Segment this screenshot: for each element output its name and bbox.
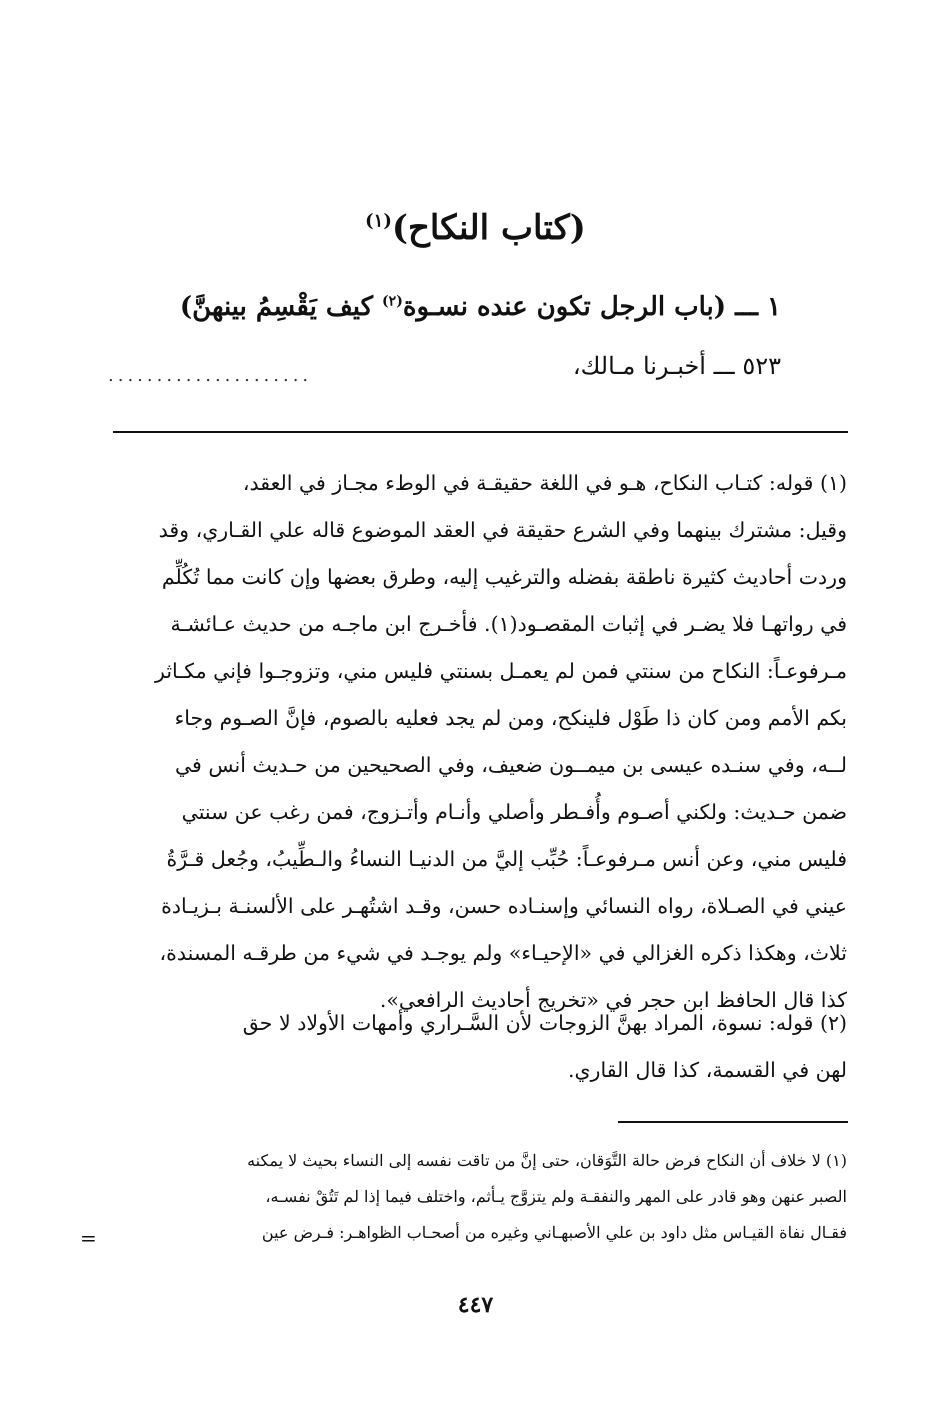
book-title	[0, 208, 951, 248]
commentary-line: بكم الأمم ومن كان ذا طَوْل فلينكح، ومن لم يجد فعليه بالصوم، فإنَّ الصـوم وجاء	[174, 706, 847, 730]
commentary-note-2	[102, 1000, 847, 1094]
footnote-marker: (١)	[365, 210, 392, 232]
footnote	[102, 1143, 847, 1251]
chapter-heading-text: ١ ـــ (باب الرجل تكون عنده نسـوة	[402, 292, 781, 322]
commentary-line: لهن في القسمة، كذا قال القاري.	[567, 1058, 847, 1082]
commentary-line: (١) قوله: كتـاب النكاح، هـو في اللغة حقيقـة في الوطء مجـاز في العقد،	[242, 471, 847, 495]
commentary-line: وقيل: مشترك بينهما وفي الشرع حقيقة في العقد الموضوع قاله علي القـاري، وقد	[158, 518, 847, 542]
footnote-line: فقـال نفاة القيـاس مثل داود بن علي الأصبهـاني وغيره من أصحـاب الظواهـر: فـرض عين	[261, 1223, 847, 1242]
hadith-number: ٥٢٣ ـــ	[713, 352, 781, 380]
commentary-line: في رواتهـا فلا يضـر في إثبات المقصـود(١). فأخـرج ابن ماجـه من حديث عـائشـة	[170, 612, 847, 636]
hadith-text: أخبـرنا مـالك،	[572, 352, 714, 380]
footnote-marker: (٢)	[382, 293, 403, 310]
commentary-line: ضمن حـديث: ولكني أصـوم وأُفـطر وأصلي وأنـام وأتـزوج، فمن رغب عن سنتي	[181, 800, 847, 824]
hadith-line	[573, 352, 781, 380]
continuation-mark: =	[80, 1226, 97, 1250]
footnote-line: (١) لا خلاف أن النكاح فرض حالة التَّوَقان، حتى إنَّ من تاقت نفسه إلى النساء بحيث لا يمكنه	[247, 1151, 847, 1170]
commentary-line: فليس مني، وعن أنس مـرفوعـاً: حُبِّب إليَّ من الدنيـا النساءُ والـطِّيبُ، وجُعل قـرَّةُ	[166, 847, 847, 871]
commentary-line: لــه، وفي سنـده عيسى بن ميمــون ضعيف، وفي الصحيحين من حـديث أنس في	[174, 753, 847, 777]
commentary-line: كذا قال الحافظ ابن حجر في «تخريج أحاديث الرافعي».	[379, 988, 847, 1012]
commentary-note-1	[102, 460, 847, 1024]
commentary-line: عيني في الصـلاة، رواه النسائي وإسنـاده حسن، وقـد اشتُهـر على الألسنـة بـزيـادة	[161, 894, 847, 918]
commentary-line: وردت أحاديث كثيرة ناطقة بفضله والترغيب إليه، وطرق بعضها وإن كانت مما تُكُلِّم	[161, 565, 847, 589]
commentary-line: (٢) قوله: نسوة، المراد بهنَّ الزوجات لأن السَّـراري وأمهات الأولاد لا حق	[242, 1011, 847, 1035]
commentary-line: ثلاث، وهكذا ذكره الغزالي في «الإحيـاء» ولم يوجـد في شيء من طرقـه المسندة،	[159, 941, 847, 965]
dotted-leader: .....................	[108, 365, 313, 386]
chapter-heading-text-end: كيف يَقْسِمُ بينهنَّ)	[179, 292, 383, 322]
footnote-line: الصبر عنهن وهو قادر على المهر والنفقـة ولم يتزوَّج يـأثم، واختلف فيما إذا لم تَتُقْ نفسـه،	[265, 1187, 847, 1206]
book-title-text: (كتاب النكاح)	[391, 208, 586, 248]
commentary-line: مـرفوعـاً: النكاح من سنتي فمن لم يعمـل بسنتي فليس مني، وتزوجـوا فإني مكـاثر	[155, 659, 847, 683]
footnote-divider	[618, 1121, 848, 1123]
page-number: ٤٤٧	[457, 1292, 494, 1318]
chapter-heading	[180, 292, 781, 322]
section-divider	[113, 431, 848, 433]
